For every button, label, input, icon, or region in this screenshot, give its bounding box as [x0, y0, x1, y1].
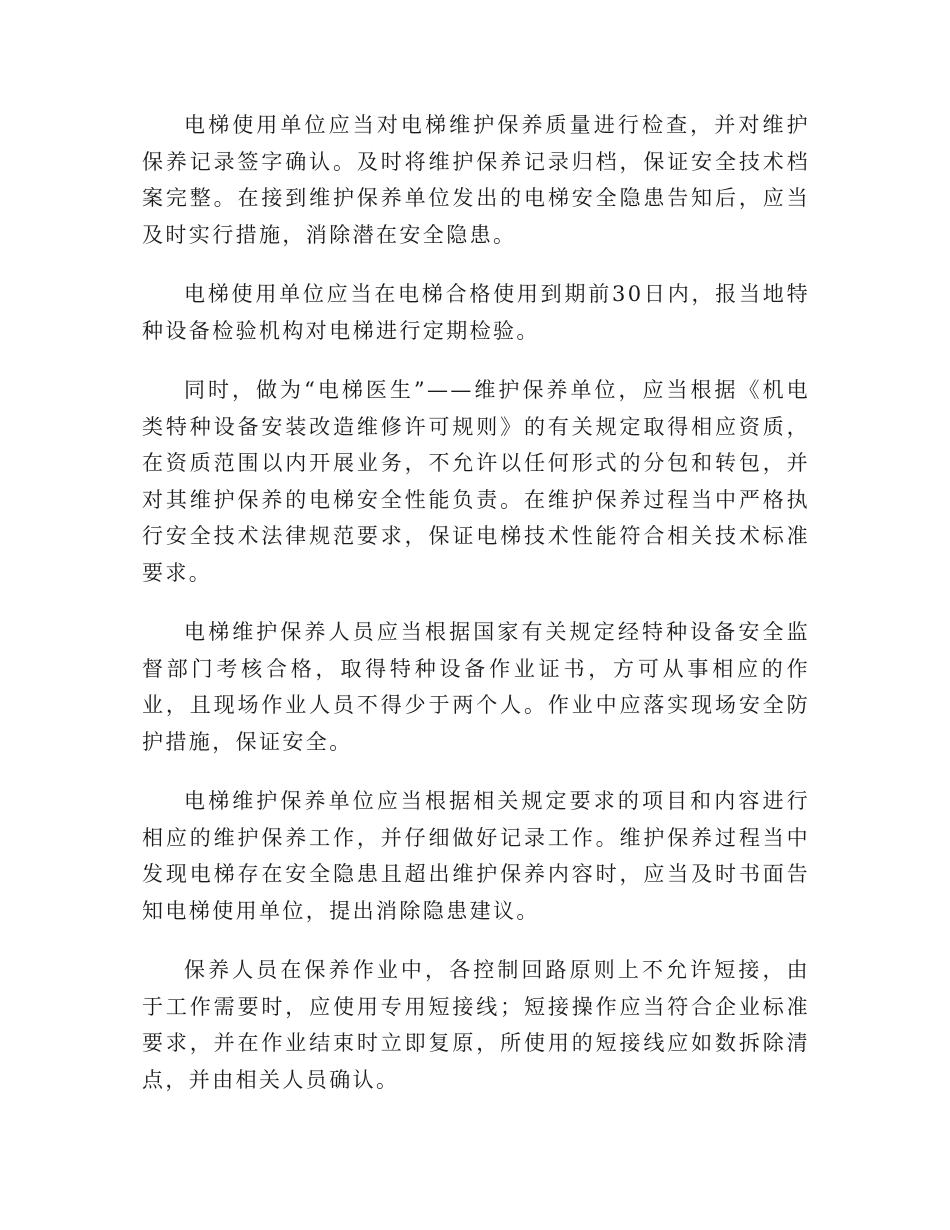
document-body: [142, 107, 810, 1121]
paragraph-4: 电梯维护保养人员应当根据国家有关规定经特种设备安全监督部门考核合格，取得特种设备作业证书，方可从事相应的作业，且现场作业人员不得少于两个人。作业中应落实现场安全防护措施，保证安全。: [142, 620, 810, 754]
paragraph-5: 电梯维护保养单位应当根据相关规定要求的项目和内容进行相应的维护保养工作，并仔细做好记录工作。维护保养过程当中发现电梯存在安全隐患且超出维护保养内容时，应当及时书面告知电梯使用单位，提出消除隐患建议。: [142, 789, 810, 923]
paragraph-2: 电梯使用单位应当在电梯合格使用到期前30日内，报当地特种设备检验机构对电梯进行定期检验。: [142, 282, 810, 343]
paragraph-3: 同时，做为“电梯医生”——维护保养单位，应当根据《机电类特种设备安装改造维修许可规则》的有关规定取得相应资质，在资质范围以内开展业务，不允许以任何形式的分包和转包，并对其维护保养的电梯安全性能负责。在维护保养过程当中严格执行安全技术法律规范要求，保证电梯技术性能符合相关技术标准要求。: [142, 378, 810, 585]
paragraph-1: 电梯使用单位应当对电梯维护保养质量进行检查，并对维护保养记录签字确认。及时将维护保养记录归档，保证安全技术档案完整。在接到维护保养单位发出的电梯安全隐患告知后，应当及时实行措施，消除潜在安全隐患。: [142, 113, 810, 247]
paragraph-6: 保养人员在保养作业中，各控制回路原则上不允许短接，由于工作需要时，应使用专用短接线；短接操作应当符合企业标准要求，并在作业结束时立即复原，所使用的短接线应如数拆除清点，并由相关人员确认。: [142, 958, 810, 1092]
